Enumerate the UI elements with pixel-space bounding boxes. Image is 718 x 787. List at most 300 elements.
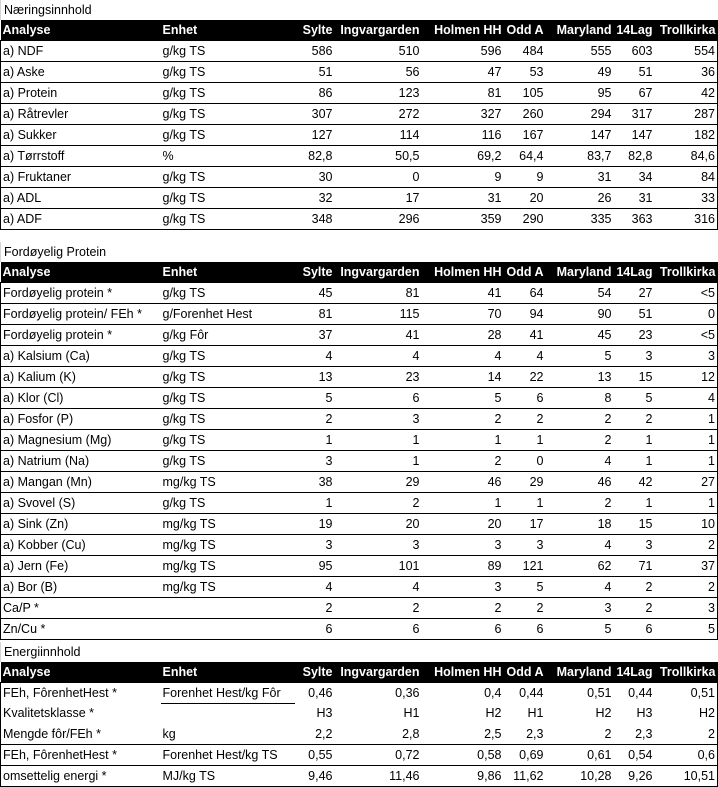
- value-cell: 0,61: [546, 745, 614, 766]
- value-cell: 56: [335, 62, 422, 83]
- value-cell: 2: [422, 598, 504, 619]
- table-row: [1, 409, 718, 430]
- value-cell: 1: [614, 451, 655, 472]
- analyse-cell: omsettelig energi *: [1, 766, 161, 787]
- value-cell: 20: [504, 188, 546, 209]
- value-cell: 3: [295, 535, 335, 556]
- value-cell: 6: [335, 619, 422, 640]
- value-cell: 34: [614, 167, 655, 188]
- value-cell: 67: [614, 83, 655, 104]
- value-cell: 45: [295, 283, 335, 304]
- value-cell: 46: [422, 472, 504, 493]
- value-cell: 81: [335, 283, 422, 304]
- value-cell: H3: [636, 706, 653, 721]
- table-row: [1, 556, 718, 577]
- value-cell: 23: [614, 325, 655, 346]
- value-cell: 363: [614, 209, 655, 230]
- header-cell: Enhet: [161, 262, 295, 283]
- header-cell: Ingvargarden: [335, 262, 422, 283]
- table-row: [1, 724, 718, 745]
- table-row: [1, 704, 718, 725]
- table-row: [1, 514, 718, 535]
- value-cell: 17: [504, 514, 546, 535]
- value-cell: 19: [295, 514, 335, 535]
- value-cell: 586: [295, 41, 335, 62]
- value-cell: H1: [527, 706, 544, 721]
- value-cell: 30: [295, 167, 335, 188]
- value-cell: 29: [335, 472, 422, 493]
- analyse-cell: a) Aske: [1, 62, 161, 83]
- value-cell: 3: [422, 577, 504, 598]
- unit-cell: g/kg Fôr: [161, 325, 295, 346]
- value-cell: 49: [546, 62, 614, 83]
- analyse-cell: a) Jern (Fe): [1, 556, 161, 577]
- value-cell: 101: [335, 556, 422, 577]
- analyse-cell: a) ADF: [1, 209, 161, 230]
- value-cell: 4: [546, 451, 614, 472]
- value-cell: 317: [614, 104, 655, 125]
- value-cell: 94: [504, 304, 546, 325]
- value-cell: 1: [295, 493, 335, 514]
- value-cell: 20: [335, 514, 422, 535]
- value-cell: 596: [422, 41, 504, 62]
- analyse-cell: a) Tørrstoff: [1, 146, 161, 167]
- value-cell: 10,51: [655, 766, 718, 787]
- value-cell: 0,51: [587, 685, 612, 700]
- value-cell: 2: [655, 535, 718, 556]
- value-cell: 3: [504, 535, 546, 556]
- value-cell: 31: [422, 188, 504, 209]
- table-row: [1, 104, 718, 125]
- value-cell: 290: [504, 209, 546, 230]
- value-cell: 1: [295, 430, 335, 451]
- value-cell: 147: [546, 125, 614, 146]
- section-title: Fordøyelig Protein: [0, 242, 718, 262]
- analyse-cell: FEh, FôrenhetHest *: [1, 683, 161, 704]
- analyse-cell: Fordøyelig protein/ FEh *: [1, 304, 161, 325]
- value-cell: 37: [295, 325, 335, 346]
- header-cell: Trollkirka: [655, 262, 718, 283]
- analyse-cell: a) Råtrevler: [1, 104, 161, 125]
- value-cell: 2: [504, 409, 546, 430]
- section-title: Energiinnhold: [0, 642, 718, 662]
- unit-cell: %: [161, 146, 295, 167]
- value-cell: 0,6: [655, 745, 718, 766]
- value-cell: 4: [295, 346, 335, 367]
- header-cell: Enhet: [161, 662, 295, 683]
- value-cell: 0,4: [484, 685, 502, 700]
- value-cell: 2: [504, 598, 546, 619]
- table-row: [1, 283, 718, 304]
- unit-cell: Forenhet Hest/kg Fôr: [161, 683, 295, 704]
- value-cell: 6: [504, 619, 546, 640]
- value-cell: 71: [614, 556, 655, 577]
- header-cell: 14Lag: [614, 662, 655, 683]
- unit-cell: mg/kg TS: [161, 514, 295, 535]
- value-cell: <5: [655, 325, 718, 346]
- value-cell: 147: [614, 125, 655, 146]
- value-cell: 9: [504, 167, 546, 188]
- value-cell: 554: [655, 41, 718, 62]
- analyse-cell: a) Protein: [1, 83, 161, 104]
- header-row: [1, 262, 718, 283]
- value-cell: 272: [335, 104, 422, 125]
- analyse-cell: a) Sink (Zn): [1, 514, 161, 535]
- value-cell: 0,69: [504, 745, 546, 766]
- value-cell: 2: [335, 493, 422, 514]
- value-cell: 5: [655, 619, 718, 640]
- value-cell: 0,55: [295, 745, 335, 766]
- unit-cell: g/kg TS: [161, 388, 295, 409]
- value-cell: 5: [295, 388, 335, 409]
- value-cell: 1: [655, 451, 718, 472]
- value-cell: 38: [295, 472, 335, 493]
- table-row: [1, 683, 718, 704]
- unit-cell: g/kg TS: [161, 104, 295, 125]
- value-cell: 1: [614, 430, 655, 451]
- value-cell: 18: [546, 514, 614, 535]
- unit-cell: Forenhet Hest/kg TS: [161, 745, 295, 766]
- value-cell: 41: [335, 325, 422, 346]
- unit-cell: mg/kg TS: [161, 556, 295, 577]
- table-row: [1, 346, 718, 367]
- value-cell: 95: [295, 556, 335, 577]
- value-cell: 0,54: [614, 745, 655, 766]
- value-cell: 5: [546, 619, 614, 640]
- header-cell: Odd A: [504, 262, 546, 283]
- value-cell: 2: [655, 577, 718, 598]
- unit-cell: MJ/kg TS: [161, 766, 295, 787]
- value-cell: 12: [655, 367, 718, 388]
- value-cell: 8: [546, 388, 614, 409]
- header-cell: Odd A: [504, 20, 546, 41]
- value-cell: 555: [546, 41, 614, 62]
- value-cell: 33: [655, 188, 718, 209]
- analyse-cell: a) Natrium (Na): [1, 451, 161, 472]
- value-cell: 2,3: [614, 724, 655, 745]
- table-row: [1, 41, 718, 62]
- value-cell: 484: [504, 41, 546, 62]
- value-cell: 42: [655, 83, 718, 104]
- value-cell: 50,5: [335, 146, 422, 167]
- value-cell: 81: [295, 304, 335, 325]
- header-cell: Maryland: [546, 662, 614, 683]
- value-cell: 4: [335, 346, 422, 367]
- value-cell: 4: [422, 346, 504, 367]
- unit-cell: g/kg TS: [161, 493, 295, 514]
- value-cell: 0: [335, 167, 422, 188]
- value-cell: 14: [422, 367, 504, 388]
- table-row: [1, 125, 718, 146]
- value-cell: 84: [655, 167, 718, 188]
- value-cell: 17: [335, 188, 422, 209]
- value-cell: H3: [316, 706, 333, 721]
- value-cell: 95: [546, 83, 614, 104]
- analyse-cell: Fordøyelig protein *: [1, 325, 161, 346]
- header-cell: Odd A: [504, 662, 546, 683]
- value-cell: H2: [595, 706, 612, 721]
- value-cell: 47: [422, 62, 504, 83]
- value-cell: 127: [295, 125, 335, 146]
- unit-cell: kg: [161, 724, 295, 745]
- value-cell: 4: [655, 388, 718, 409]
- value-cell: 5: [504, 577, 546, 598]
- analyse-cell: a) Magnesium (Mg): [1, 430, 161, 451]
- analyse-cell: Ca/P *: [1, 598, 161, 619]
- value-cell: 31: [614, 188, 655, 209]
- analyse-cell: a) Sukker: [1, 125, 161, 146]
- value-cell: 335: [546, 209, 614, 230]
- value-cell: 4: [504, 346, 546, 367]
- table-naeringsinnhold: [0, 20, 718, 230]
- value-cell: 0,51: [655, 683, 718, 704]
- value-cell: 64,4: [504, 146, 546, 167]
- value-cell: 0: [504, 451, 546, 472]
- value-cell: 603: [614, 41, 655, 62]
- header-cell: Trollkirka: [655, 662, 718, 683]
- value-cell: 5: [614, 388, 655, 409]
- table-row: [1, 472, 718, 493]
- value-cell: 1: [335, 430, 422, 451]
- value-cell: 69,2: [422, 146, 504, 167]
- unit-cell: g/Forenhet Hest: [161, 304, 295, 325]
- value-cell: 54: [546, 283, 614, 304]
- value-cell: 62: [546, 556, 614, 577]
- analyse-cell: FEh, FôrenhetHest *: [1, 745, 161, 766]
- value-cell: 260: [504, 104, 546, 125]
- value-cell: 2: [614, 409, 655, 430]
- value-cell: H2: [655, 704, 718, 725]
- unit-cell: mg/kg TS: [161, 472, 295, 493]
- value-cell: 1: [655, 409, 718, 430]
- table-row: [1, 209, 718, 230]
- header-cell: Ingvargarden: [335, 662, 422, 683]
- value-cell: 3: [335, 409, 422, 430]
- analyse-cell: a) ADL: [1, 188, 161, 209]
- analyse-cell: a) Svovel (S): [1, 493, 161, 514]
- value-cell: 2: [422, 451, 504, 472]
- table-row: [1, 493, 718, 514]
- analyse-cell: a) Klor (Cl): [1, 388, 161, 409]
- analyse-cell: Kvalitetsklasse *: [1, 704, 161, 725]
- value-cell: 5: [422, 388, 504, 409]
- header-cell: 14Lag: [614, 20, 655, 41]
- value-cell: 9,86: [422, 766, 504, 787]
- value-cell: 15: [614, 514, 655, 535]
- value-cell: 2: [614, 598, 655, 619]
- header-cell: Enhet: [161, 20, 295, 41]
- header-cell: 14Lag: [614, 262, 655, 283]
- header-cell: Sylte: [295, 662, 335, 683]
- value-cell: 51: [614, 62, 655, 83]
- value-cell: 287: [655, 104, 718, 125]
- value-cell: 2: [655, 724, 718, 745]
- unit-cell: mg/kg TS: [161, 577, 295, 598]
- value-cell: 15: [614, 367, 655, 388]
- value-cell: 3: [335, 535, 422, 556]
- value-cell: 1: [422, 430, 504, 451]
- table-energiinnhold: [0, 662, 718, 787]
- table-row: [1, 745, 718, 766]
- value-cell: 11,46: [335, 766, 422, 787]
- value-cell: 2,5: [422, 724, 504, 745]
- unit-cell: g/kg TS: [161, 283, 295, 304]
- value-cell: 3: [422, 535, 504, 556]
- header-cell: Analyse: [1, 662, 161, 683]
- value-cell: 3: [655, 598, 718, 619]
- value-cell: 9,26: [614, 766, 655, 787]
- value-cell: 89: [422, 556, 504, 577]
- value-cell: 3: [614, 346, 655, 367]
- analyse-cell: a) Kobber (Cu): [1, 535, 161, 556]
- value-cell: 6: [335, 388, 422, 409]
- value-cell: 41: [422, 283, 504, 304]
- value-cell: 4: [546, 577, 614, 598]
- value-cell: 22: [504, 367, 546, 388]
- header-cell: Holmen HH: [422, 662, 504, 683]
- value-cell: 3: [546, 598, 614, 619]
- table-row: [1, 430, 718, 451]
- value-cell: 20: [422, 514, 504, 535]
- analyse-cell: a) Kalium (K): [1, 367, 161, 388]
- value-cell: 1: [335, 451, 422, 472]
- unit-cell: g/kg TS: [161, 83, 295, 104]
- value-cell: 2,3: [504, 724, 546, 745]
- analyse-cell: a) NDF: [1, 41, 161, 62]
- section-title: Næringsinnhold: [0, 0, 718, 20]
- value-cell: 0,44: [628, 685, 653, 700]
- value-cell: 123: [335, 83, 422, 104]
- unit-cell: g/kg TS: [161, 167, 295, 188]
- value-cell: 2,2: [295, 724, 335, 745]
- analyse-cell: a) Fosfor (P): [1, 409, 161, 430]
- value-cell: 0,44: [519, 685, 544, 700]
- header-row: [1, 20, 718, 41]
- value-cell: 0,36: [395, 685, 420, 700]
- table-row: [1, 451, 718, 472]
- unit-cell: mg/kg TS: [161, 535, 295, 556]
- header-cell: Holmen HH: [422, 262, 504, 283]
- value-cell: 51: [614, 304, 655, 325]
- unit-cell: g/kg TS: [161, 125, 295, 146]
- value-cell: 121: [504, 556, 546, 577]
- value-cell: 82,8: [295, 146, 335, 167]
- unit-cell: [161, 598, 295, 619]
- value-cell: 348: [295, 209, 335, 230]
- table-row: [1, 577, 718, 598]
- value-cell: 1: [655, 493, 718, 514]
- value-cell: H2: [485, 706, 502, 721]
- value-cell: 2: [546, 493, 614, 514]
- value-cell: 10: [655, 514, 718, 535]
- value-cell: 6: [614, 619, 655, 640]
- unit-cell: g/kg TS: [161, 41, 295, 62]
- value-cell: 1: [655, 430, 718, 451]
- value-cell: 13: [295, 367, 335, 388]
- value-cell: 9,46: [295, 766, 335, 787]
- value-cell: 27: [655, 472, 718, 493]
- value-cell: 3: [655, 346, 718, 367]
- header-cell: Maryland: [546, 20, 614, 41]
- value-cell: 6: [295, 619, 335, 640]
- value-cell: 2: [422, 409, 504, 430]
- value-cell: H1: [403, 706, 420, 721]
- value-cell: 1: [504, 430, 546, 451]
- value-cell: 294: [546, 104, 614, 125]
- value-cell: 86: [295, 83, 335, 104]
- value-cell: 81: [422, 83, 504, 104]
- value-cell: 0: [655, 304, 718, 325]
- table-row: [1, 188, 718, 209]
- unit-cell: [161, 704, 295, 725]
- header-cell: Holmen HH: [422, 20, 504, 41]
- header-row: [1, 662, 718, 683]
- value-cell: 0,46: [308, 685, 333, 700]
- value-cell: 114: [335, 125, 422, 146]
- table-row: [1, 325, 718, 346]
- unit-cell: g/kg TS: [161, 367, 295, 388]
- value-cell: 45: [546, 325, 614, 346]
- value-cell: 2: [546, 430, 614, 451]
- value-cell: 2: [614, 577, 655, 598]
- value-cell: 359: [422, 209, 504, 230]
- value-cell: 1: [422, 493, 504, 514]
- analyse-cell: a) Fruktaner: [1, 167, 161, 188]
- table-row: [1, 367, 718, 388]
- value-cell: 36: [655, 62, 718, 83]
- analyse-cell: Zn/Cu *: [1, 619, 161, 640]
- header-cell: Maryland: [546, 262, 614, 283]
- value-cell: 1: [614, 493, 655, 514]
- value-cell: 5: [546, 346, 614, 367]
- unit-cell: g/kg TS: [161, 188, 295, 209]
- table-row: [1, 535, 718, 556]
- value-cell: 3: [295, 451, 335, 472]
- value-cell: 3: [614, 535, 655, 556]
- table-row: [1, 146, 718, 167]
- value-cell: 167: [504, 125, 546, 146]
- table-row: [1, 83, 718, 104]
- value-cell: 82,8: [614, 146, 655, 167]
- value-cell: 296: [335, 209, 422, 230]
- value-cell: 2: [546, 724, 614, 745]
- value-cell: 84,6: [655, 146, 718, 167]
- section-energiinnhold: [0, 642, 718, 787]
- analyse-cell: a) Mangan (Mn): [1, 472, 161, 493]
- value-cell: 2: [295, 598, 335, 619]
- value-cell: 6: [422, 619, 504, 640]
- value-cell: 4: [546, 535, 614, 556]
- table-row: [1, 62, 718, 83]
- value-cell: 51: [295, 62, 335, 83]
- value-cell: 32: [295, 188, 335, 209]
- unit-cell: g/kg TS: [161, 409, 295, 430]
- section-naeringsinnhold: [0, 0, 718, 230]
- value-cell: 29: [504, 472, 546, 493]
- value-cell: 37: [655, 556, 718, 577]
- value-cell: 64: [504, 283, 546, 304]
- value-cell: 70: [422, 304, 504, 325]
- unit-cell: g/kg TS: [161, 451, 295, 472]
- table-row: [1, 598, 718, 619]
- value-cell: <5: [655, 283, 718, 304]
- value-cell: 116: [422, 125, 504, 146]
- table-fordoyelig-protein: [0, 262, 718, 640]
- value-cell: 53: [504, 62, 546, 83]
- value-cell: 1: [504, 493, 546, 514]
- table-row: [1, 619, 718, 640]
- value-cell: 2: [546, 409, 614, 430]
